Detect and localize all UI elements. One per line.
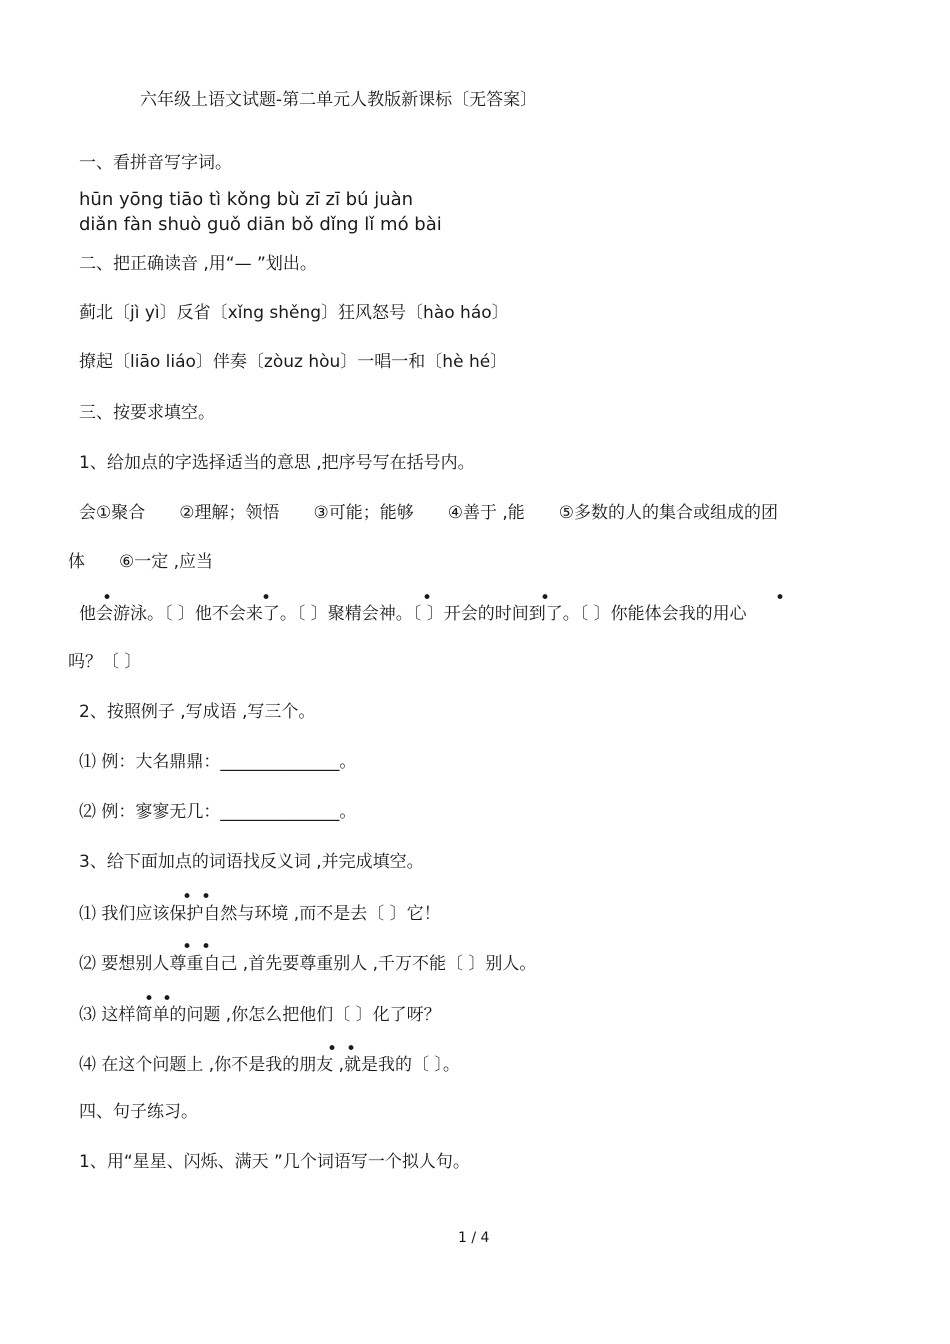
question-3-item-3: ⑶ 这样简单的问题 ,你怎么把他们〔 〕化了呀？ [79,1005,441,1025]
emphasis-dot: • [162,989,173,1009]
emphasis-dot: • [327,1039,338,1059]
section-4-heading: 四、句子练习。 [79,1102,198,1122]
question-3-item-4: ⑷ 在这个问题上 ,你不是我的朋友 ,就是我的〔 〕。 [79,1055,460,1075]
question-1-meanings: 会①聚合 ②理解；领悟 ③可能；能够 ④善于 ,能 ⑤多数的人的集合或组成的团 [79,503,779,523]
section-4-question-1: 1、用“星星、闪烁、满天 ”几个词语写一个拟人句。 [79,1152,470,1172]
pinyin-line-2: diǎn fàn shuò guǒ diān bǒ dǐng lǐ mó bài [79,214,442,235]
emphasis-dot: • [182,937,193,957]
emphasis-dot: • [540,588,551,608]
emphasis-dot: • [422,588,433,608]
question-3-item-2: ⑵ 要想别人尊重自己 ,首先要尊重别人 ,千万不能〔 〕别人。 [79,954,537,974]
emphasis-dot: • [346,1039,357,1059]
question-3-item-1: ⑴ 我们应该保护自然与环境 ,而不是去〔 〕它！ [79,904,441,924]
question-1-meanings-cont: 体 ⑥一定 ,应当 [68,552,214,572]
question-1: 1、给加点的字选择适当的意思 ,把序号写在括号内。 [79,453,475,473]
emphasis-dot: • [261,588,272,608]
section-2-line-2: 撩起〔liāo liáo〕伴奏〔zòuz hòu〕一唱一和〔hè hé〕 [79,352,508,372]
page-number: 1 / 4 [458,1230,490,1246]
emphasis-dot: • [144,989,155,1009]
section-3-heading: 三、按要求填空。 [79,403,215,423]
question-1-sentences: 他会游泳。〔 〕他不会来了。〔 〕聚精会神。〔 〕开会的时间到了。〔 〕你能体会我的用心 [79,604,747,624]
question-3: 3、给下面加点的词语找反义词 ,并完成填空。 [79,852,424,872]
document-title: 六年级上语文试题-第二单元人教版新课标〔无答案〕 [140,90,538,110]
question-2-item-2: ⑵ 例：寥寥无几：______________。 [79,802,357,822]
question-2: 2、按照例子 ,写成语 ,写三个。 [79,702,316,722]
emphasis-dot: • [201,937,212,957]
section-1-heading: 一、看拼音写字词。 [79,153,232,173]
question-1-sentences-cont: 吗？〔 〕 [68,652,142,672]
section-2-heading: 二、把正确读音 ,用“— ”划出。 [79,254,317,274]
emphasis-dot: • [201,887,212,907]
pinyin-line-1: hūn yōng tiāo tì kǒng bù zī zī bú juàn [79,189,414,210]
question-2-item-1: ⑴ 例：大名鼎鼎：______________。 [79,752,357,772]
section-2-line-1: 蓟北〔jì yì〕反省〔xǐng shěng〕狂风怒号〔hào háo〕 [79,303,509,323]
emphasis-dot: • [182,887,193,907]
emphasis-dot: • [102,588,113,608]
emphasis-dot: • [775,588,786,608]
